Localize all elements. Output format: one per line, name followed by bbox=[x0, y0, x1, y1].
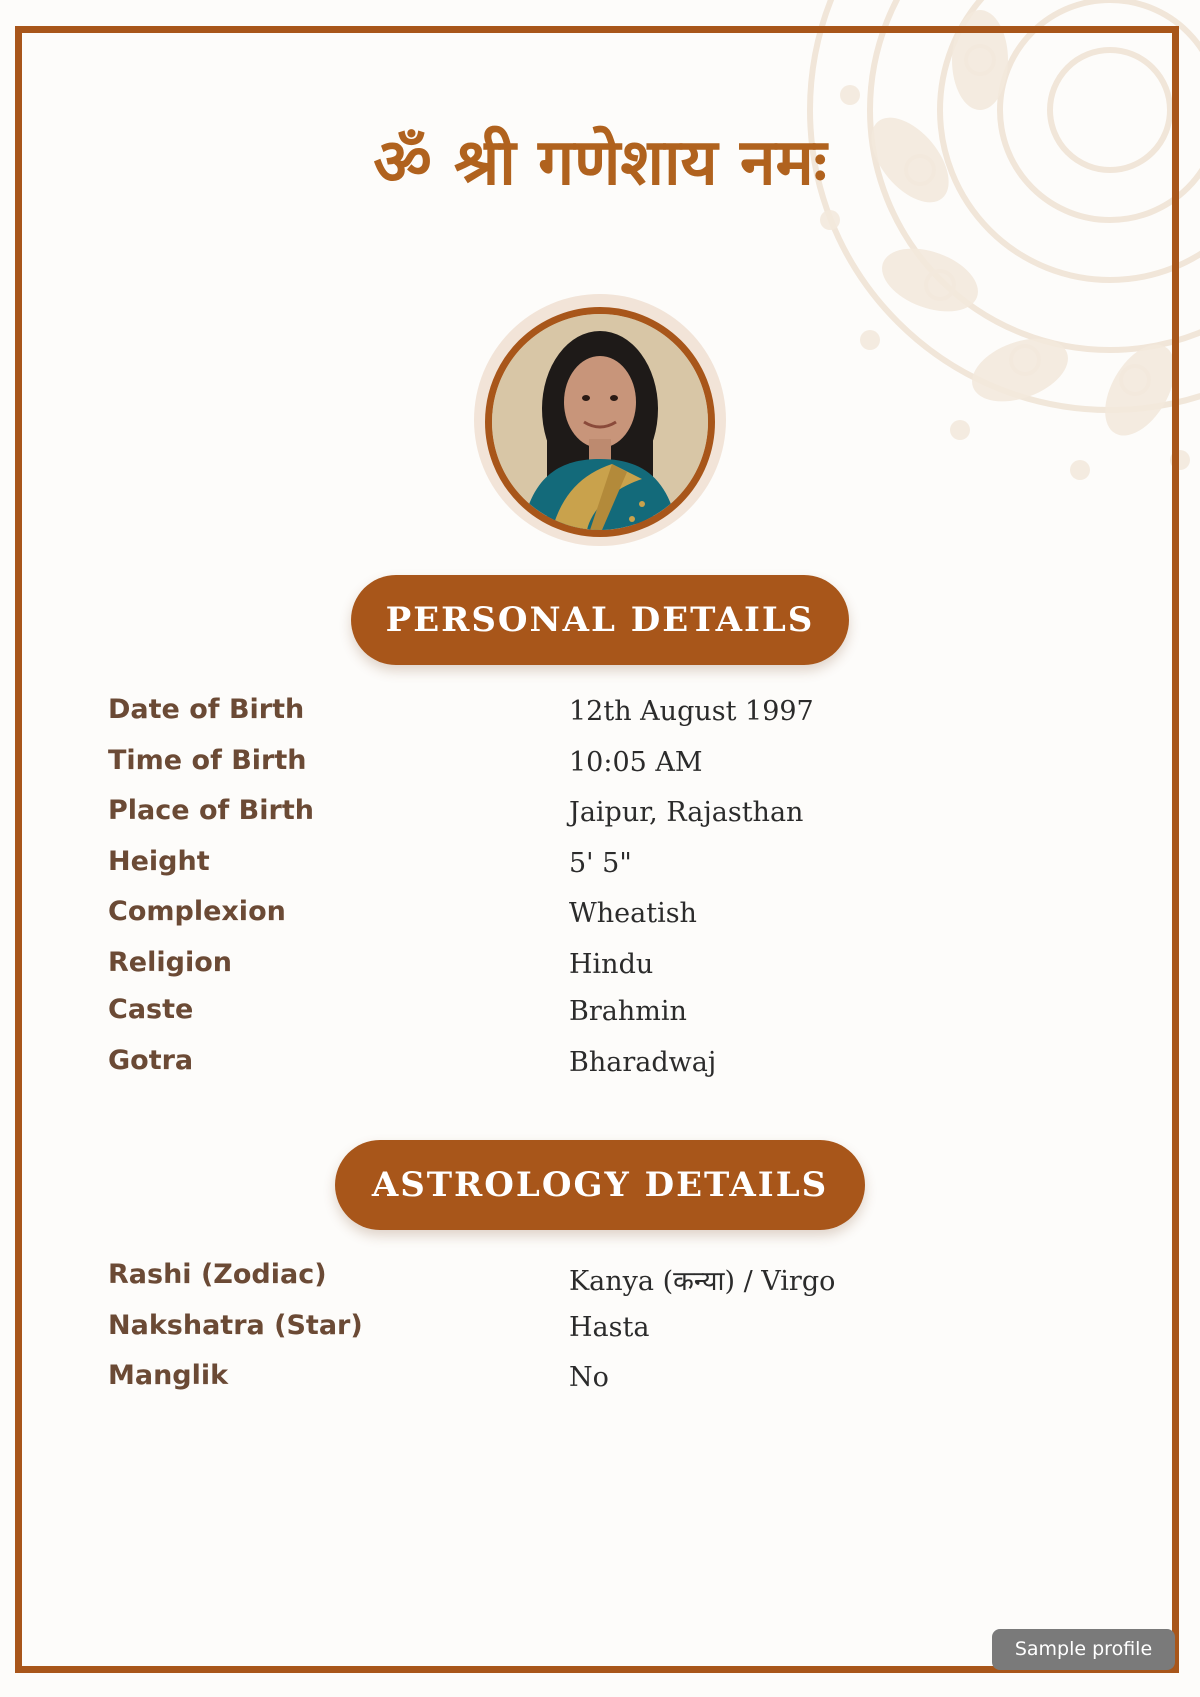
detail-value: Jaipur, Rajasthan bbox=[569, 797, 804, 828]
detail-label: Height bbox=[108, 846, 210, 877]
detail-row-height bbox=[108, 846, 1088, 890]
sample-profile-badge: Sample profile bbox=[992, 1629, 1175, 1670]
detail-label: Date of Birth bbox=[108, 694, 305, 725]
detail-row-gotra bbox=[108, 1045, 1088, 1089]
detail-label: Complexion bbox=[108, 896, 286, 927]
detail-label: Religion bbox=[108, 947, 232, 978]
detail-value: Bharadwaj bbox=[569, 1047, 717, 1078]
detail-label: Gotra bbox=[108, 1045, 194, 1076]
detail-row-rashi bbox=[108, 1259, 1088, 1303]
invocation-title: ॐ श्री गणेशाय नमः bbox=[373, 125, 827, 200]
detail-row-caste bbox=[108, 994, 1088, 1038]
detail-row-place-of-birth bbox=[108, 795, 1088, 839]
detail-label: Caste bbox=[108, 994, 194, 1025]
profile-photo bbox=[485, 307, 715, 537]
detail-label: Time of Birth bbox=[108, 745, 307, 776]
detail-row-date-of-birth bbox=[108, 694, 1088, 738]
detail-value: Wheatish bbox=[569, 898, 697, 929]
detail-value: 12th August 1997 bbox=[569, 696, 814, 727]
detail-value: 10:05 AM bbox=[569, 747, 703, 778]
detail-label: Nakshatra (Star) bbox=[108, 1310, 363, 1341]
detail-row-time-of-birth bbox=[108, 745, 1088, 789]
detail-label: Rashi (Zodiac) bbox=[108, 1259, 327, 1290]
detail-row-complexion bbox=[108, 896, 1088, 940]
detail-value: 5' 5" bbox=[569, 848, 632, 879]
personal-details-heading: PERSONAL DETAILS bbox=[351, 575, 849, 665]
astrology-details-heading: ASTROLOGY DETAILS bbox=[335, 1140, 865, 1230]
detail-row-manglik bbox=[108, 1360, 1088, 1404]
detail-value: No bbox=[569, 1362, 609, 1393]
detail-row-religion bbox=[108, 947, 1088, 991]
detail-label: Place of Birth bbox=[108, 795, 314, 826]
portrait-photo bbox=[492, 314, 708, 530]
detail-value: Kanya (कन्या) / Virgo bbox=[569, 1266, 836, 1297]
detail-value: Hasta bbox=[569, 1312, 650, 1343]
detail-value: Brahmin bbox=[569, 996, 687, 1027]
detail-row-nakshatra bbox=[108, 1310, 1088, 1354]
detail-label: Manglik bbox=[108, 1360, 229, 1391]
detail-value: Hindu bbox=[569, 949, 654, 980]
